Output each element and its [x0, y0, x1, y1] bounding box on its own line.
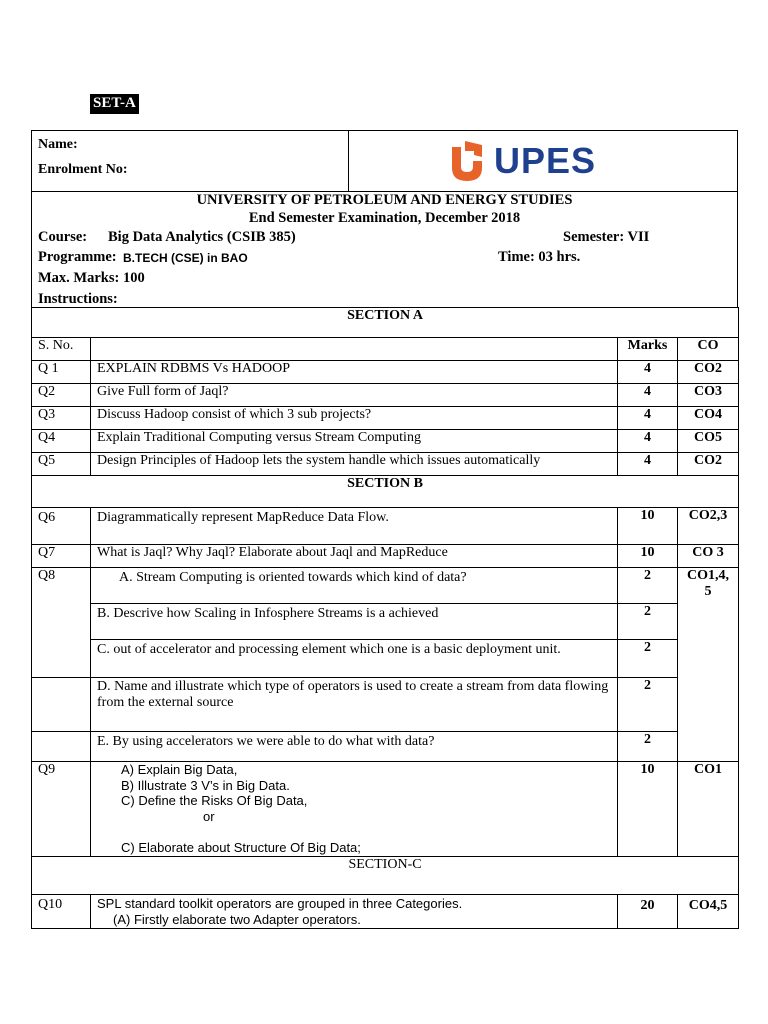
table-header	[32, 338, 739, 361]
section-b-row	[32, 476, 739, 508]
exam-info	[31, 191, 738, 308]
question-marks: 2	[618, 678, 678, 732]
question-number: Q3	[32, 407, 91, 430]
max-marks: Max. Marks: 100	[38, 270, 145, 286]
semester: Semester: VII	[563, 229, 650, 245]
table-row	[32, 640, 739, 678]
question-text: A. Stream Computing is oriented towards which kind of data?	[91, 568, 618, 604]
section-c-row	[32, 856, 739, 894]
question-marks: 20	[618, 894, 678, 928]
question-number: Q7	[32, 545, 91, 568]
question-number: Q2	[32, 384, 91, 407]
question-co: CO1,4, 5	[678, 568, 739, 762]
q10-line1: SPL standard toolkit operators are grouped in three Categories.	[97, 895, 463, 911]
question-co: CO 3	[678, 545, 739, 568]
logo-text: UPES	[494, 140, 597, 181]
programme-label: Programme:	[38, 249, 117, 265]
question-text: Diagrammatically represent MapReduce Data Flow.	[91, 508, 618, 545]
question-co: CO2	[678, 361, 739, 384]
instructions: Instructions:	[38, 291, 118, 307]
question-text: Give Full form of Jaql?	[91, 384, 618, 407]
university-name: UNIVERSITY OF PETROLEUM AND ENERGY STUDIES	[196, 192, 573, 208]
question-text: Discuss Hadoop consist of which 3 sub projects?	[91, 407, 618, 430]
q9-line: C) Elaborate about Structure Of Big Data;	[121, 840, 361, 855]
question-marks: 4	[618, 453, 678, 476]
question-number: Q6	[32, 508, 91, 545]
question-number: Q8	[32, 568, 91, 678]
question-marks: 2	[618, 604, 678, 640]
section-c-title: SECTION-C	[32, 856, 739, 894]
q9-line: C) Define the Risks Of Big Data,	[121, 793, 308, 808]
question-co: CO2,3	[678, 508, 739, 545]
question-text: Design Principles of Hadoop lets the system handle which issues automatically	[91, 453, 618, 476]
question-co: CO5	[678, 430, 739, 453]
exam-title: End Semester Examination, December 2018	[248, 210, 521, 226]
question-text	[91, 894, 618, 928]
table-row	[32, 384, 739, 407]
question-marks: 4	[618, 361, 678, 384]
enrolment-label: Enrolment No:	[38, 162, 128, 177]
table-row	[32, 894, 739, 928]
course-value: Big Data Analytics (CSIB 385)	[108, 229, 296, 245]
question-text	[91, 762, 618, 857]
question-marks: 4	[618, 407, 678, 430]
table-row	[32, 545, 739, 568]
question-marks: 2	[618, 732, 678, 762]
question-co: CO4,5	[678, 894, 739, 928]
question-marks: 10	[618, 762, 678, 857]
q9-line: or	[203, 808, 215, 824]
question-text: B. Descrive how Scaling in Infosphere Streams is a achieved	[91, 604, 618, 640]
student-info	[32, 131, 349, 191]
question-marks: 2	[618, 568, 678, 604]
question-number: Q5	[32, 453, 91, 476]
table-row	[32, 430, 739, 453]
programme-value: B.TECH (CSE) in BAO	[123, 251, 248, 265]
table-row	[32, 678, 739, 732]
question-co: CO2	[678, 453, 739, 476]
question-header	[91, 338, 618, 361]
q9-line: B) Illustrate 3 V’s in Big Data.	[121, 777, 290, 793]
question-number: Q10	[32, 894, 91, 928]
marks-header: Marks	[618, 338, 678, 361]
table-row	[32, 407, 739, 430]
question-number	[32, 732, 91, 762]
question-text: EXPLAIN RDBMS Vs HADOOP	[91, 361, 618, 384]
question-marks: 4	[618, 384, 678, 407]
upes-logo-icon	[450, 141, 484, 181]
table-row	[32, 453, 739, 476]
table-row	[32, 568, 739, 604]
table-row	[32, 508, 739, 545]
question-co: CO4	[678, 407, 739, 430]
section-a-title: SECTION A	[32, 308, 739, 338]
question-marks: 10	[618, 545, 678, 568]
header-box	[31, 130, 738, 192]
question-number: Q 1	[32, 361, 91, 384]
upes-logo	[450, 140, 596, 182]
question-marks: 10	[618, 508, 678, 545]
table-row	[32, 762, 739, 857]
question-co: CO1	[678, 762, 739, 857]
q10-line2: (A) Firstly elaborate two Adapter operators.	[113, 911, 361, 927]
question-text: E. By using accelerators we were able to do what with data?	[91, 732, 618, 762]
course-label: Course:	[38, 229, 88, 245]
question-text: C. out of accelerator and processing element which one is a basic deployment unit.	[91, 640, 618, 678]
table-row	[32, 361, 739, 384]
question-table	[31, 307, 739, 929]
table-row	[32, 604, 739, 640]
name-label: Name:	[38, 137, 78, 152]
section-b-title: SECTION B	[32, 476, 739, 508]
table-row	[32, 732, 739, 762]
question-co: CO3	[678, 384, 739, 407]
question-number: Q9	[32, 762, 91, 857]
question-marks: 2	[618, 640, 678, 678]
question-number	[32, 678, 91, 732]
question-text: What is Jaql? Why Jaql? Elaborate about Jaql and MapReduce	[91, 545, 618, 568]
section-a-row	[32, 308, 739, 338]
question-text: D. Name and illustrate which type of operators is used to create a stream from data flowing from the external source	[91, 678, 618, 732]
time: Time: 03 hrs.	[498, 249, 581, 265]
q9-line: A) Explain Big Data,	[121, 762, 238, 777]
sno-header: S. No.	[32, 338, 91, 361]
set-label: SET-A	[90, 94, 139, 114]
question-number: Q4	[32, 430, 91, 453]
question-text: Explain Traditional Computing versus Stream Computing	[91, 430, 618, 453]
question-marks: 4	[618, 430, 678, 453]
co-header: CO	[678, 338, 739, 361]
